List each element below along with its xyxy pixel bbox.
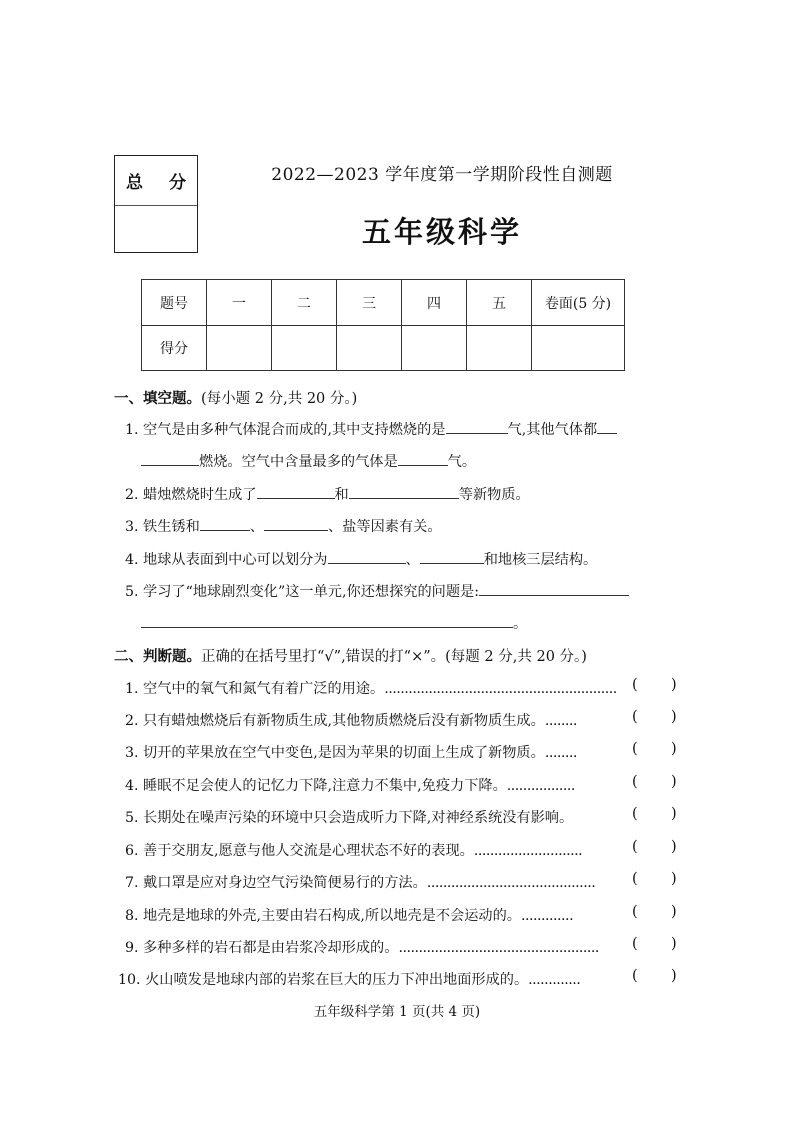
judgment-item: 3. 切开的苹果放在空气中变色,是因为苹果的切面上生成了新物质。........ — [125, 745, 577, 761]
answer-mark-slot[interactable] — [642, 839, 668, 857]
exam-title: 五年级科学 — [361, 215, 522, 249]
score-table-header-cell: 一 — [207, 280, 272, 326]
answer-mark-slot[interactable] — [642, 936, 668, 954]
answer-paren-close: ) — [671, 709, 677, 725]
question-1-line-2: 燃烧。空气中含量最多的气体是 气。 — [141, 451, 476, 471]
question-5-line-1: 5. 学习了“地球剧烈变化”这一单元,你还想探究的问题是: — [125, 581, 629, 601]
answer-paren-open: ( — [632, 677, 638, 693]
score-table-header-row — [142, 280, 625, 326]
answer-paren-open: ( — [632, 968, 638, 984]
section2-heading — [114, 645, 587, 666]
score-table-header-cell: 四 — [402, 280, 467, 326]
answer-paren-close: ) — [671, 677, 677, 693]
total-score-box — [114, 155, 198, 253]
score-table-header-cell: 二 — [272, 280, 337, 326]
answer-paren-open: ( — [632, 936, 638, 952]
answer-paren-close: ) — [671, 741, 677, 757]
answer-mark-slot[interactable] — [642, 968, 668, 986]
section1-title: 一、填空题。 — [114, 391, 201, 407]
question-4: 4. 地球从表面到中心可以划分为 、 和地核三层结构。 — [125, 549, 597, 569]
judgment-item: 7. 戴口罩是应对身边空气污染简便易行的方法。.......................................... — [125, 875, 596, 891]
exam-subtitle: 2022—2023 学年度第一学期阶段性自测题 — [271, 165, 613, 185]
judgment-item: 4. 睡眠不足会使人的记忆力下降,注意力不集中,免疫力下降。................. — [125, 778, 575, 794]
score-cell[interactable] — [272, 326, 337, 371]
answer-blank[interactable] — [479, 581, 629, 596]
answer-paren-open: ( — [632, 806, 638, 822]
answer-blank[interactable] — [420, 549, 484, 564]
answer-paren-open: ( — [632, 871, 638, 887]
answer-paren-open: ( — [632, 839, 638, 855]
score-cell[interactable] — [467, 326, 532, 371]
answer-paren-open: ( — [632, 774, 638, 790]
answer-paren-close: ) — [671, 968, 677, 984]
score-row-label: 得分 — [142, 326, 207, 371]
section2-title: 二、判断题。 — [114, 649, 201, 665]
section1-note: (每小题 2 分,共 20 分。) — [201, 391, 358, 407]
answer-mark-slot[interactable] — [642, 904, 668, 922]
answer-blank[interactable] — [257, 484, 335, 499]
answer-blank[interactable] — [446, 419, 508, 434]
judgment-item: 1. 空气中的氧气和氮气有着广泛的用途。.......................................................... — [125, 681, 617, 697]
section2-note: 正确的在括号里打“√”,错误的打“×”。(每题 2 分,共 20 分。) — [201, 649, 587, 665]
score-table-header-cell: 五 — [467, 280, 532, 326]
answer-blank[interactable] — [597, 419, 617, 434]
judgment-item: 8. 地壳是地球的外壳,主要由岩石构成,所以地壳是不会运动的。............. — [125, 908, 574, 924]
answer-mark-slot[interactable] — [642, 774, 668, 792]
question-3: 3. 铁生锈和 、 、盐等因素有关。 — [125, 516, 442, 536]
score-table — [141, 279, 625, 371]
question-2: 2. 蜡烛燃烧时生成了 和 等新物质。 — [125, 484, 530, 504]
question-1-line-1: 1. 空气是由多种气体混合而成的,其中支持燃烧的是 气,其他气体都 — [125, 419, 617, 439]
page-footer: 五年级科学第 1 页(共 4 页) — [313, 1004, 481, 1020]
answer-blank[interactable] — [328, 549, 406, 564]
score-cell[interactable] — [337, 326, 402, 371]
score-table-header-cell: 题号 — [142, 280, 207, 326]
answer-mark-slot[interactable] — [642, 677, 668, 695]
answer-mark-slot[interactable] — [642, 871, 668, 889]
answer-paren-close: ) — [671, 806, 677, 822]
judgment-item: 10. 火山喷发是地球内部的岩浆在巨大的压力下冲出地面形成的。............. — [118, 972, 581, 988]
answer-paren-close: ) — [671, 871, 677, 887]
score-table-score-row — [142, 326, 625, 371]
score-table-header-cell: 三 — [337, 280, 402, 326]
judgment-item: 5. 长期处在噪声污染的环境中只会造成听力下降,对神经系统没有影响。 — [125, 810, 574, 826]
score-cell[interactable] — [207, 326, 272, 371]
score-table-header-cell: 卷面(5 分) — [532, 280, 625, 326]
question-5-line-2: 。 — [141, 613, 527, 633]
score-cell[interactable] — [402, 326, 467, 371]
answer-blank[interactable] — [349, 484, 459, 499]
answer-paren-open: ( — [632, 904, 638, 920]
answer-paren-close: ) — [671, 936, 677, 952]
judgment-item: 9. 多种多样的岩石都是由岩浆冷却形成的。.................................................. — [125, 940, 599, 956]
answer-mark-slot[interactable] — [642, 806, 668, 824]
answer-paren-open: ( — [632, 741, 638, 757]
answer-paren-close: ) — [671, 839, 677, 855]
answer-blank[interactable] — [264, 516, 328, 531]
answer-paren-open: ( — [632, 709, 638, 725]
answer-blank[interactable] — [398, 451, 448, 466]
score-cell[interactable] — [532, 326, 625, 371]
answer-blank[interactable] — [141, 451, 199, 466]
answer-paren-close: ) — [671, 904, 677, 920]
section1-heading — [114, 387, 357, 408]
answer-mark-slot[interactable] — [642, 741, 668, 759]
judgment-item: 2. 只有蜡烛燃烧后有新物质生成,其他物质燃烧后没有新物质生成。........ — [125, 713, 577, 729]
answer-paren-close: ) — [671, 774, 677, 790]
answer-blank[interactable] — [141, 613, 513, 628]
answer-mark-slot[interactable] — [642, 709, 668, 727]
answer-blank[interactable] — [200, 516, 250, 531]
judgment-item: 6. 善于交朋友,愿意与他人交流是心理状态不好的表现。........................... — [125, 843, 583, 859]
total-score-label: 总 分 — [115, 156, 197, 206]
